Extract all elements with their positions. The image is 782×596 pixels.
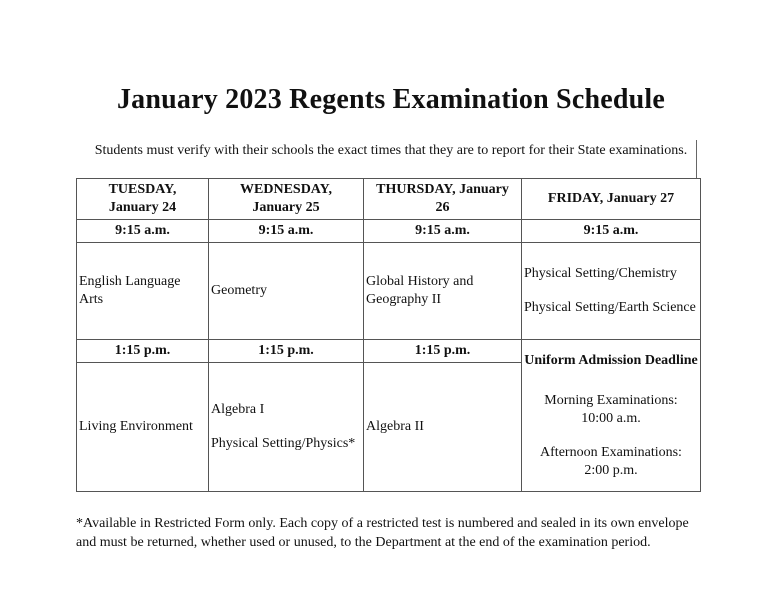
day-name: THURSDAY, January — [376, 182, 509, 197]
morning-time-friday: 9:15 a.m. — [522, 220, 701, 243]
morning-deadline-label: Morning Examinations: — [544, 392, 678, 408]
exam-thursday-morning: Global History and Geography II — [364, 243, 522, 340]
page-title: January 2023 Regents Examination Schedule — [116, 84, 666, 115]
afternoon-time-tuesday: 1:15 p.m. — [77, 340, 209, 363]
day-header-tuesday — [77, 179, 209, 220]
day-date: 26 — [435, 200, 450, 215]
day-name: WEDNESDAY, — [240, 182, 332, 197]
day-name: FRIDAY, January 27 — [547, 191, 675, 206]
day-name: TUESDAY, — [108, 182, 177, 197]
exam-tuesday-morning: English Language Arts — [77, 243, 209, 340]
afternoon-time-thursday: 1:15 p.m. — [364, 340, 522, 363]
exam-thursday-afternoon: Algebra II — [364, 363, 522, 492]
day-header-row — [77, 179, 701, 220]
exam-algebra-one: Algebra I — [211, 402, 265, 417]
morning-time-wednesday: 9:15 a.m. — [209, 220, 364, 243]
day-header-friday — [522, 179, 701, 220]
schedule-table — [76, 178, 701, 492]
exam-tuesday-afternoon: Living Environment — [77, 363, 209, 492]
morning-exams-row — [77, 243, 701, 340]
afternoon-deadline-label: Afternoon Examinations: — [540, 444, 682, 460]
exam-earth-science: Physical Setting/Earth Science — [524, 300, 696, 315]
intro-note: Students must verify with their schools the exact times that they are to report for their State examinations. — [86, 140, 697, 178]
afternoon-time-row — [77, 340, 701, 363]
uniform-admission-heading: Uniform Admission Deadline — [524, 352, 698, 368]
exam-chemistry: Physical Setting/Chemistry — [524, 266, 677, 281]
exam-wednesday-afternoon — [209, 363, 364, 492]
afternoon-deadline-time: 2:00 p.m. — [584, 462, 638, 478]
morning-time-tuesday: 9:15 a.m. — [77, 220, 209, 243]
day-date: January 25 — [252, 200, 320, 215]
morning-time-row — [77, 220, 701, 243]
morning-time-thursday: 9:15 a.m. — [364, 220, 522, 243]
exam-friday-morning — [522, 243, 701, 340]
exam-physics: Physical Setting/Physics* — [211, 436, 356, 451]
day-header-thursday — [364, 179, 522, 220]
morning-deadline-time: 10:00 a.m. — [581, 410, 641, 426]
footnote: *Available in Restricted Form only. Each copy of a restricted test is numbered and sealed in its own envelope and must be returned, whether used or unused, to the Department at the end of the examination period. — [76, 516, 689, 550]
exam-wednesday-morning: Geometry — [209, 243, 364, 340]
afternoon-time-wednesday: 1:15 p.m. — [209, 340, 364, 363]
uniform-admission-cell — [522, 340, 701, 492]
day-header-wednesday — [209, 179, 364, 220]
day-date: January 24 — [108, 200, 177, 215]
